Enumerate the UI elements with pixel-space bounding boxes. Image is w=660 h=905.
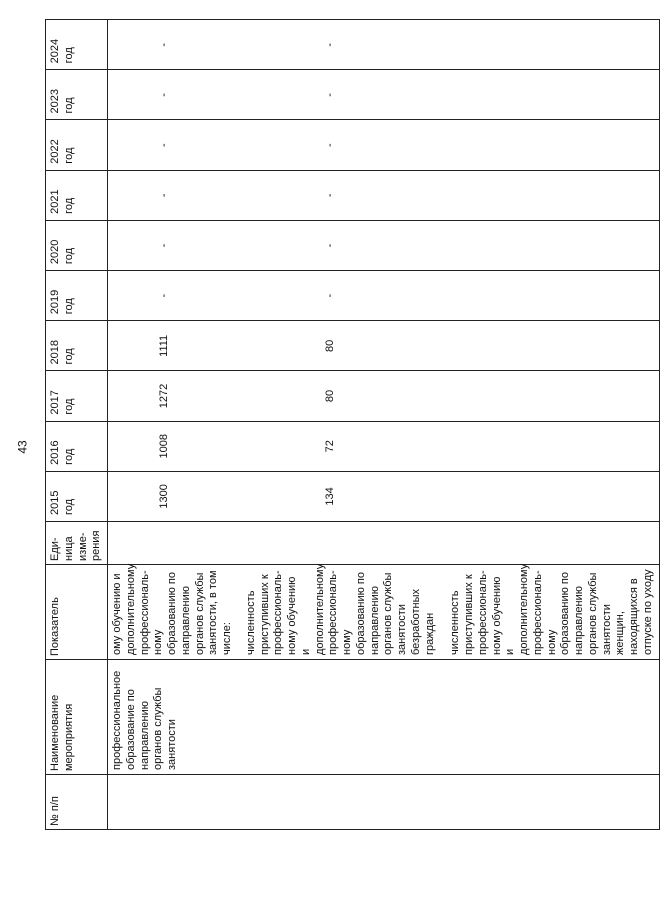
header-year: 2021 год: [46, 170, 108, 220]
header-row: [46, 20, 108, 830]
page-number: 43: [15, 440, 30, 454]
header-year: 2019 год: [46, 271, 108, 321]
header-year: 2022 год: [46, 120, 108, 170]
header-year: 2016 год: [46, 421, 108, 471]
year-cell: [108, 271, 660, 321]
year-cell: [108, 421, 660, 471]
header-year: 2020 год: [46, 220, 108, 270]
value: 80: [323, 389, 336, 403]
unit-cell: [108, 522, 660, 565]
year-cell: [108, 371, 660, 421]
header-year: 2018 год: [46, 321, 108, 371]
value: -: [323, 293, 336, 298]
table-row: [108, 20, 660, 830]
header-year: 2023 год: [46, 70, 108, 120]
indicator-text: ому обучению и дополнительному профессиональ-ному образованию по направлению органов службы занятости, в том числе:: [111, 563, 233, 655]
program-indicators-table: [45, 19, 660, 830]
year-cell: [108, 321, 660, 371]
header-event: Наименование мероприятия: [46, 660, 108, 775]
indicator-text: численность приступивших к профессиональ-ному обучению и дополнительному профессиональ-ному образованию по направлению органов службы занятости безработных граждан: [244, 563, 436, 655]
indicator-text: численность приступивших к профессиональ-ному обучению и дополнительному профессиональ-ному образованию по направлению органов службы занятости женщин, находящихся в отпуске по уходу: [449, 563, 654, 655]
header-year: 2015 год: [46, 471, 108, 521]
value: 1272: [158, 383, 170, 409]
value: -: [323, 193, 336, 198]
value: -: [158, 42, 170, 47]
value: -: [158, 143, 170, 147]
value: -: [158, 193, 170, 198]
value: -: [158, 243, 170, 248]
year-cell: [108, 70, 660, 120]
value: 72: [323, 440, 336, 453]
header-year: 2024 год: [46, 20, 108, 70]
header-year: 2017 год: [46, 371, 108, 421]
year-cell: [108, 170, 660, 220]
value: 80: [323, 339, 336, 352]
year-cell: [108, 220, 660, 270]
value: -: [323, 243, 336, 248]
value: 134: [323, 487, 336, 506]
rotated-table-container: [45, 20, 654, 830]
value: 1111: [158, 334, 170, 357]
header-num: № п/п: [46, 775, 108, 830]
value: 1008: [158, 433, 170, 459]
event-name: профессиональное образование по направлению органов службы занятости: [108, 660, 660, 775]
indicator-cell: [108, 565, 660, 660]
value: -: [323, 93, 336, 97]
value: -: [158, 93, 170, 97]
header-indicator: Показатель: [46, 565, 108, 660]
value: -: [158, 293, 170, 298]
value: -: [323, 42, 336, 47]
year-cell: [108, 20, 660, 70]
value: -: [323, 143, 336, 147]
value: 1300: [158, 484, 170, 509]
row-num: [108, 775, 660, 830]
year-cell: [108, 120, 660, 170]
year-cell: [108, 471, 660, 521]
header-unit: Еди-ница изме-рения: [46, 522, 108, 565]
